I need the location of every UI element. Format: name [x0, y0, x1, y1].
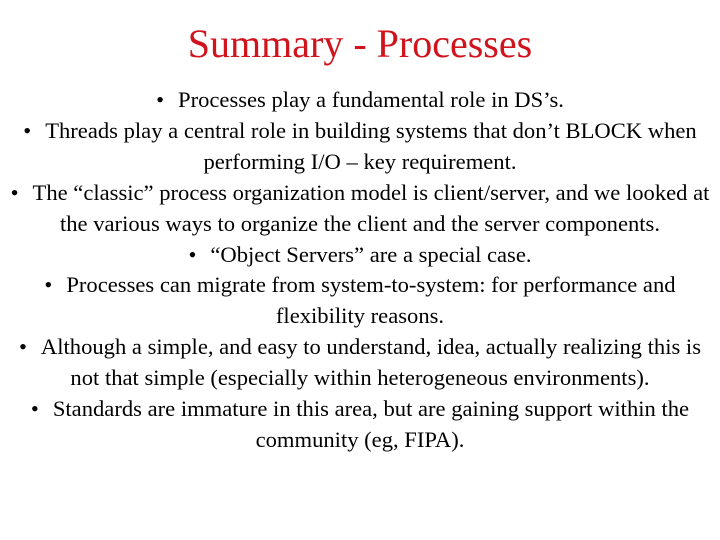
bullet-dot-icon: • — [23, 117, 32, 143]
bullet-item — [4, 270, 716, 332]
bullet-text: Although a simple, and easy to understand, idea, actually realizing this is not that simple (especially within heterogeneous environments). — [40, 334, 701, 391]
bullet-dot-icon: • — [19, 334, 27, 360]
bullet-text: Processes can migrate from system-to-system: for performance and flexibility reasons. — [66, 272, 676, 329]
bullet-dot-icon: • — [188, 241, 197, 267]
bullet-text: Standards are immature in this area, but are gaining support within the community (eg, FIPA). — [52, 396, 690, 452]
slide-title: Summary - Processes — [187, 21, 533, 66]
bullet-dot-icon: • — [10, 179, 19, 205]
bullet-text: Processes play a fundamental role in DS’s. — [178, 87, 564, 112]
bullet-dot-icon: • — [156, 87, 164, 112]
bullet-text: The “classic” process organization model is client/server, and we looked at the various ways to organize the client and the server components. — [32, 179, 710, 236]
bullet-item — [4, 240, 716, 271]
bullet-text: Threads play a central role in building systems that don’t BLOCK when performing I/O – key requirement. — [45, 117, 697, 174]
bullet-list — [4, 85, 716, 456]
bullet-dot-icon: • — [30, 396, 39, 422]
bullet-text: “Object Servers” are a special case. — [210, 241, 532, 267]
bullet-item — [4, 332, 716, 394]
bullet-item — [4, 85, 716, 116]
bullet-item — [4, 394, 716, 456]
bullet-dot-icon: • — [44, 272, 53, 298]
bullet-item — [4, 178, 716, 240]
bullet-item — [4, 116, 716, 178]
